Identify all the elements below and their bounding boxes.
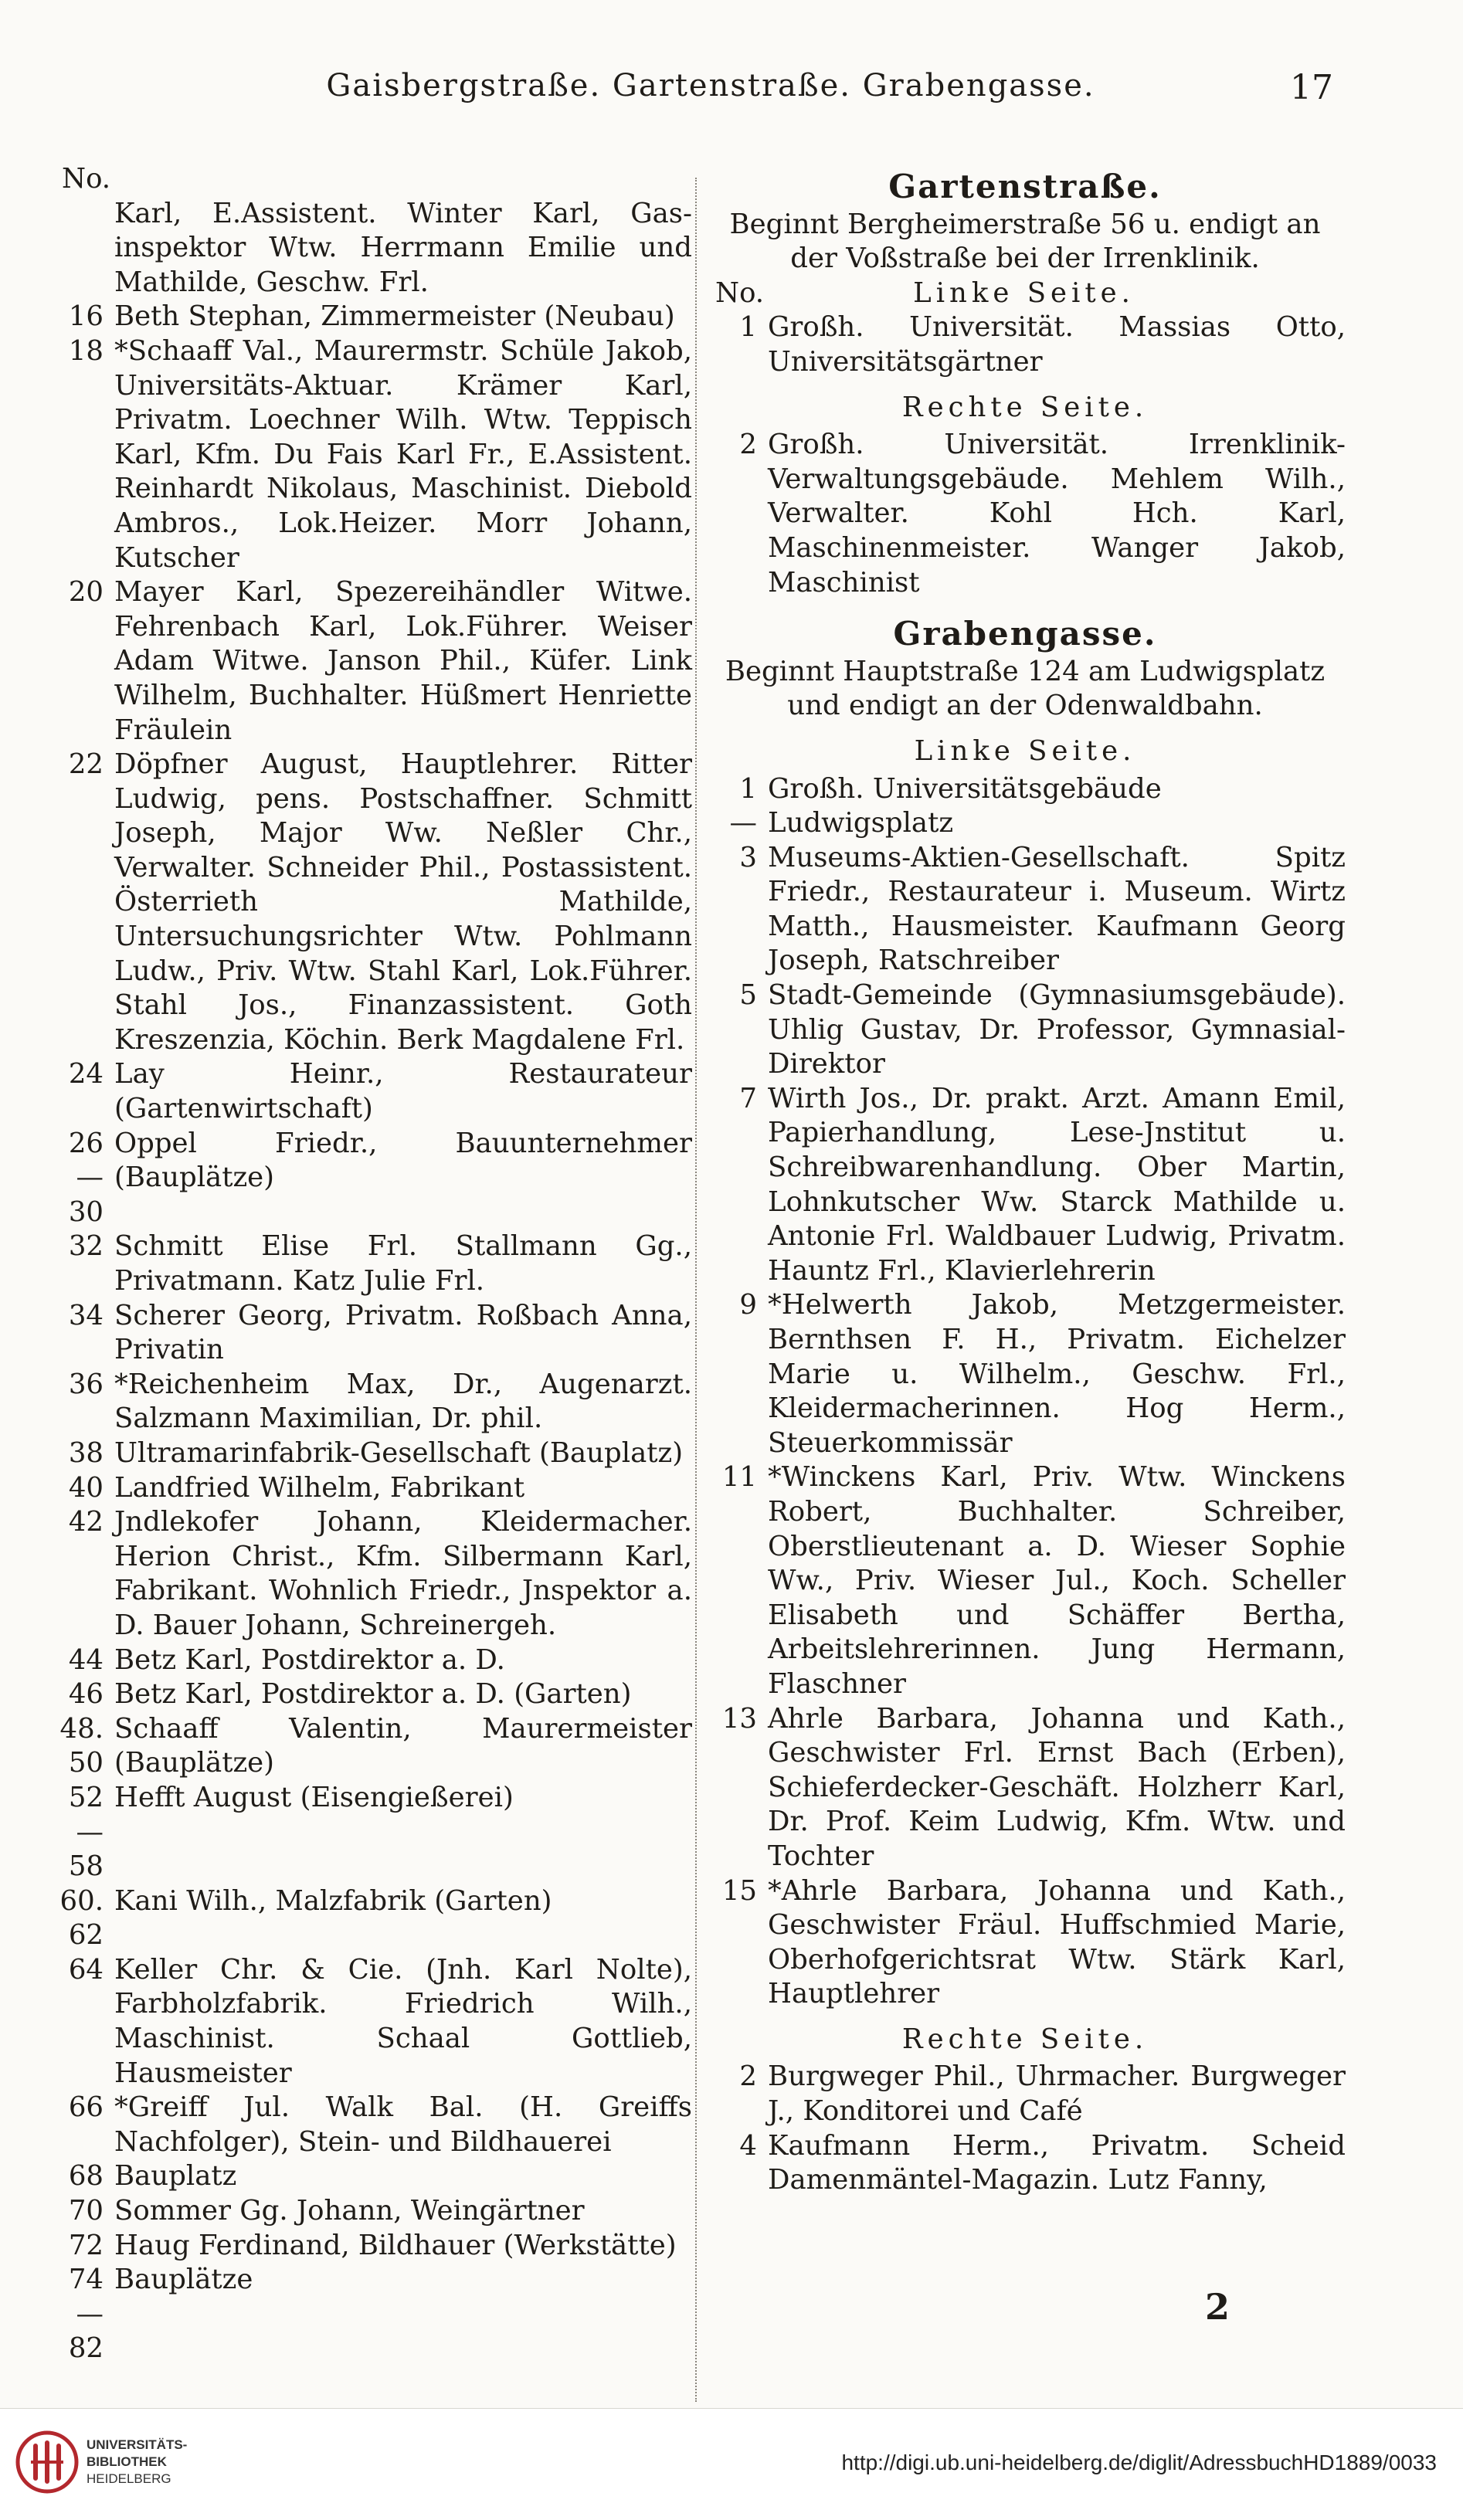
resident-list: Mayer Karl, Spezereihändler Witwe. Fehrenbach Karl, Lok.Führer. Weiser Adam Witwe. Janson Phil., Küfer. Link Wilhelm, Buchhalter. Hüßmert Henriette Fräulein [114, 576, 692, 746]
address-entry [51, 1229, 692, 1298]
address-entry [51, 1505, 692, 1643]
house-number: 26—30 [68, 1127, 104, 1228]
house-number: 74—82 [68, 2264, 104, 2365]
address-entry [704, 841, 1346, 978]
resident-list: Döpfner August, Hauptlehrer. Ritter Ludwig, pens. Postschaffner. Schmitt Joseph, Major Ww. Neßler Chr., Verwalter. Schneider Phil., Postassistent. Österrieth Mathilde, Untersuchungsrichter Wtw. Pohlmann Ludw., Priv. Wtw. Stahl Karl, Lok.Führer. Stahl Jos., Finanzassistent. Goth Kreszenzia, Köchin. Berk Magdalene Frl. [114, 748, 692, 1056]
entry-list [704, 428, 1346, 600]
page-number: 17 [1290, 68, 1333, 107]
resident-list: Karl, E.Assistent. Winter Karl, Gas-inspektor Wtw. Herrmann Emilie und Mathilde, Geschw. Frl. [114, 197, 692, 298]
side-label-right: Rechte Seite. [901, 391, 1149, 423]
resident-list: Stadt-Gemeinde (Gymnasiumsgebäude). Uhlig Gustav, Dr. Professor, Gymnasial-Direktor [768, 979, 1346, 1080]
address-entry [51, 2229, 692, 2264]
house-number: 11 [721, 1461, 757, 1494]
resident-list: Jndlekofer Johann, Kleidermacher. Herion Christ., Kfm. Silbermann Karl, Fabrikant. Wohnlich Friedr., Jnspektor a. D. Bauer Johann, Schreinergeh. [114, 1506, 692, 1641]
address-entry [51, 1368, 692, 1436]
column-divider [695, 178, 697, 2402]
address-entry [51, 1677, 692, 1712]
address-entry [704, 1702, 1346, 1874]
header-title: Gaisbergstraße. Gartenstraße. Grabengasse. [326, 68, 1095, 103]
resident-list: *Schaaff Val., Maurermstr. Schüle Jakob, Universitäts-Aktuar. Krämer Karl, Privatm. Loechner Wilh. Wtw. Teppisch Karl, Kfm. Du Fais Karl Fr., E.Assistent. Reinhardt Nikolaus, Maschinist. Diebold Ambros., Lok.Heizer. Morr Johann, Kutscher [114, 334, 692, 574]
resident-list: Lay Heinr., Restaurateur (Gartenwirtschaft) [114, 1058, 692, 1125]
house-number: 44 [68, 1643, 104, 1676]
address-entry [51, 2159, 692, 2194]
house-number: 1 [739, 311, 757, 344]
address-entry [51, 1057, 692, 1126]
resident-list: Kani Wilh., Malzfabrik (Garten) [114, 1884, 552, 1917]
resident-list: *Greiff Jul. Walk Bal. (H. Greiffs Nachfolger), Stein- und Bildhauerei [114, 2091, 692, 2158]
resident-list: Großh. Universität. Irrenklinik-Verwaltungsgebäude. Mehlem Wilh., Verwalter. Kohl Hch. Karl, Maschinenmeister. Wanger Jakob, Maschinist [768, 429, 1346, 599]
house-number: 42 [68, 1506, 104, 1538]
house-number: 16 [68, 300, 104, 333]
house-number: 70 [68, 2195, 104, 2227]
street-heading-gartenstrasse: Gartenstraße. [888, 168, 1162, 205]
library-name-line: HEIDELBERG [87, 2471, 171, 2486]
house-number: 48. 50 [59, 1712, 104, 1779]
address-entry [704, 2060, 1346, 2128]
house-number [51, 197, 114, 300]
house-number: 1 [739, 772, 757, 805]
side-label-left: Linke Seite. [914, 734, 1136, 767]
resident-list: Betz Karl, Postdirektor a. D. [114, 1643, 505, 1676]
address-entry [51, 1127, 692, 1230]
address-entry [704, 978, 1346, 1082]
house-number: 36 [68, 1368, 104, 1400]
resident-list: Ludwigsplatz [768, 807, 954, 839]
resident-list: Betz Karl, Postdirektor a. D. (Garten) [114, 1678, 632, 1711]
garten-label-row [704, 276, 1346, 311]
entry-list [51, 197, 692, 2366]
address-entry [704, 2129, 1346, 2198]
house-number: 13 [721, 1702, 757, 1735]
library-name-line: UNIVERSITÄTS- [87, 2437, 188, 2452]
house-number: 18 [68, 334, 104, 367]
house-number: 64 [68, 1953, 104, 1986]
house-number: — [729, 807, 757, 839]
address-entry [51, 1299, 692, 1368]
address-entry [704, 772, 1346, 807]
address-entry [51, 1712, 692, 1781]
resident-list: Schmitt Elise Frl. Stallmann Gg., Privatmann. Katz Julie Frl. [114, 1230, 692, 1297]
entry-list [704, 310, 1346, 379]
address-entry [704, 1874, 1346, 2012]
house-number: 4 [739, 2129, 757, 2162]
resident-list: *Winckens Karl, Priv. Wtw. Winckens Robert, Buchhalter. Schreiber, Oberstlieutenant a. D. Wieser Sophie Ww., Priv. Wieser Jul., Koch. Scheller Elisabeth und Schäffer Bertha, Arbeitslehrerinnen. Jung Hermann, Flaschner [768, 1461, 1346, 1700]
university-library-logo-icon [14, 2429, 80, 2495]
address-entry [51, 1953, 692, 2091]
resident-list: Burgweger Phil., Uhrmacher. Burgweger J., Konditorei und Café [768, 2060, 1346, 2128]
address-entry [51, 2091, 692, 2159]
right-column [704, 162, 1346, 2198]
resident-list: Beth Stephan, Zimmermeister (Neubau) [114, 300, 675, 333]
address-entry [51, 300, 692, 334]
house-number: 3 [739, 841, 757, 873]
house-number: 52—58 [68, 1781, 104, 1883]
resident-list: Landfried Wilhelm, Fabrikant [114, 1471, 525, 1504]
resident-list: Großh. Universitätsgebäude [768, 772, 1162, 805]
resident-list: Haug Ferdinand, Bildhauer (Werkstätte) [114, 2229, 677, 2261]
resident-list: Ultramarinfabrik-Gesellschaft (Bauplatz) [114, 1436, 684, 1469]
house-number: 68 [68, 2160, 104, 2193]
house-number: 38 [68, 1436, 104, 1469]
resident-list: Hefft August (Eisengießerei) [114, 1781, 514, 1813]
address-entry [704, 428, 1346, 600]
resident-list: Keller Chr. & Cie. (Jnh. Karl Nolte), Farbholzfabrik. Friedrich Wilh., Maschinist. Schaal Gottlieb, Hausmeister [114, 1953, 692, 2089]
address-entry [51, 1781, 692, 1884]
house-number: 40 [68, 1471, 104, 1504]
entry-list [704, 772, 1346, 2012]
side-label-left: Linke Seite. [913, 276, 1135, 309]
number-label: No. [715, 276, 765, 309]
resident-list: *Ahrle Barbara, Johanna und Kath., Geschwister Fräul. Huffschmied Marie, Oberhofgerichtsrat Wtw. Stärk Karl, Hauptlehrer [768, 1874, 1346, 2010]
resident-list: Sommer Gg. Johann, Weingärtner [114, 2195, 585, 2227]
footer-bar [0, 2408, 1463, 2520]
house-number: 66 [68, 2091, 104, 2124]
house-number: 2 [739, 429, 757, 461]
address-entry [704, 1288, 1346, 1460]
resident-list: Schaaff Valentin, Maurermeister (Bauplätze) [114, 1712, 692, 1779]
entry-list [704, 2060, 1346, 2197]
house-number: 24 [68, 1058, 104, 1090]
resident-list: Kaufmann Herm., Privatm. Scheid Damenmäntel-Magazin. Lutz Fanny, [768, 2129, 1346, 2196]
address-entry [704, 310, 1346, 379]
resident-list: Ahrle Barbara, Johanna und Kath., Geschwister Frl. Ernst Bach (Erben), Schieferdecker-Geschäft. Holzherr Karl, Dr. Prof. Keim Ludwig, Kfm. Wtw. und Tochter [768, 1702, 1346, 1872]
house-number: 34 [68, 1299, 104, 1331]
running-header [0, 68, 1463, 114]
address-entry [704, 806, 1346, 841]
address-entry [51, 1471, 692, 1506]
address-entry [51, 748, 692, 1057]
number-label: No. [62, 163, 111, 195]
library-name-line: BIBLIOTHEK [87, 2454, 167, 2469]
left-column [51, 162, 692, 2366]
house-number: 15 [721, 1874, 757, 1907]
resident-list: Scherer Georg, Privatm. Roßbach Anna, Privatin [114, 1299, 692, 1366]
house-number: 5 [739, 979, 757, 1012]
resident-list: Oppel Friedr., Bauunternehmer (Bauplätze) [114, 1127, 692, 1194]
signature-mark: 2 [1205, 2286, 1230, 2328]
house-number: 20 [68, 576, 104, 609]
resident-list: Bauplatz [114, 2160, 237, 2193]
address-entry [51, 197, 692, 300]
house-number: 46 [68, 1678, 104, 1711]
resident-list: *Helwerth Jakob, Metzgermeister. Bernthsen F. H., Privatm. Eichelzer Marie u. Wilhelm., Geschw. Frl., Kleidermacherinnen. Hog Herm., Steuerkommissär [768, 1289, 1346, 1459]
house-number: 60. 62 [59, 1884, 104, 1952]
house-number: 9 [739, 1289, 757, 1321]
street-description: Beginnt Bergheimerstraße 56 u. endigt an der Voßstraße bei der Irrenklinik. [729, 208, 1321, 275]
address-entry [51, 575, 692, 748]
library-name [87, 2437, 187, 2488]
address-entry [704, 1082, 1346, 1289]
resident-list: Wirth Jos., Dr. prakt. Arzt. Amann Emil, Papierhandlung, Lese-Jnstitut u. Schreibwarenhandlung. Ober Martin, Lohnkutscher Ww. Starck Mathilde u. Antonie Frl. Waldbauer Ludwig, Privatm. Hauntz Frl., Klavierlehrerin [768, 1082, 1346, 1287]
resident-list: Bauplätze [114, 2264, 253, 2296]
house-number: 7 [739, 1082, 757, 1114]
address-entry [704, 1460, 1346, 1701]
side-label-right: Rechte Seite. [901, 2023, 1149, 2055]
house-number: 22 [68, 748, 104, 781]
house-number: 32 [68, 1230, 104, 1263]
address-entry [51, 1643, 692, 1678]
address-entry [51, 334, 692, 575]
house-number: 72 [68, 2229, 104, 2261]
house-number: 2 [739, 2060, 757, 2093]
street-heading-grabengasse: Grabengasse. [893, 615, 1157, 653]
resident-list: *Reichenheim Max, Dr., Augenarzt. Salzmann Maximilian, Dr. phil. [114, 1368, 692, 1435]
resident-list: Großh. Universität. Massias Otto, Universitätsgärtner [768, 311, 1346, 378]
source-url[interactable]: http://digi.ub.uni-heidelberg.de/diglit/AdressbuchHD1889/0033 [841, 2450, 1437, 2474]
street-description: Beginnt Hauptstraße 124 am Ludwigsplatz und endigt an der Odenwaldbahn. [725, 655, 1326, 722]
address-entry [51, 2263, 692, 2366]
address-entry [51, 2194, 692, 2229]
resident-list: Museums-Aktien-Gesellschaft. Spitz Friedr., Restaurateur i. Museum. Wirtz Matth., Hausmeister. Kaufmann Georg Joseph, Ratschreiber [768, 841, 1346, 977]
address-entry [51, 1884, 692, 1953]
address-entry [51, 1436, 692, 1471]
